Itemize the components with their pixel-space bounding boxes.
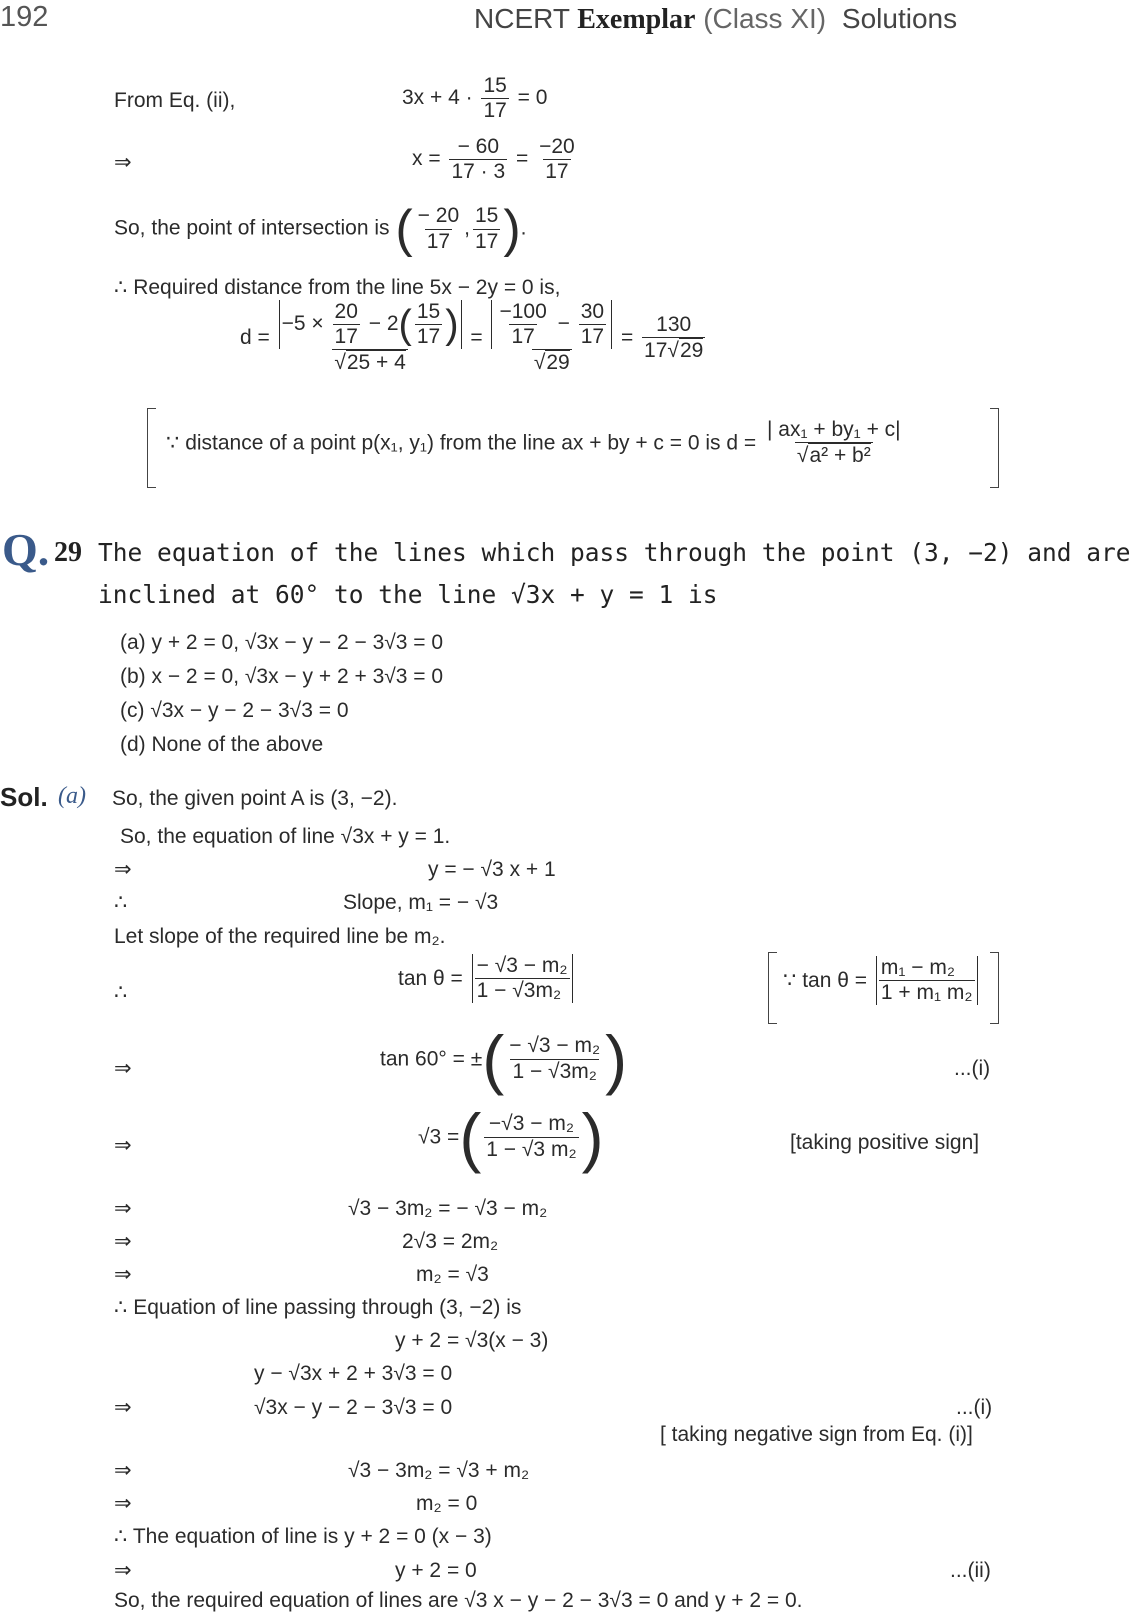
running-header [474, 2, 957, 37]
page-number: 192 [0, 1, 49, 33]
sol-line-12: ∴ Equation of line passing through (3, −2) is [114, 1296, 522, 1319]
header-class: (Class XI) [703, 3, 827, 34]
d-label: d = [240, 326, 270, 350]
solution-label: Sol. [0, 782, 48, 812]
note-text: ∵ distance of a point p(x₁, y₁) from the line ax + by + c = 0 is d = [166, 431, 757, 455]
question-number: 29 [54, 537, 82, 568]
d-fraction-1: −5 × $\frac{20}{17}$ − 2( $\frac{15}{17}$ ) √25 + 4 [279, 300, 462, 375]
tan-theta-fraction: $\frac{\text{− √3 − m₂}}{\text{1 − √3m₂}}$ [472, 954, 573, 1003]
sol-line-20: y + 2 = 0 [395, 1559, 477, 1582]
tan-note-fraction: $\frac{\text{m₁ − m₂}}{\text{1 + m₁ m₂}}$ [876, 956, 978, 1005]
required-distance-text: ∴ Required distance from the line 5x − 2y = 0 is, [114, 276, 561, 299]
sol-line-8: √3 =( $\frac{\text{−√3 − m₂}}{\text{1 − √3 m₂}}$ ) [418, 1100, 604, 1174]
header-ncert: NCERT [474, 3, 570, 34]
sol-line-1: So, the given point A is (3, −2). [112, 787, 398, 810]
sol-line-3: y = − √3 x + 1 [428, 858, 556, 881]
option-a: (a) y + 2 = 0, √3x − y − 2 − 3√3 = 0 [120, 631, 444, 654]
sol-line-17: √3 − 3m₂ = √3 + m₂ [348, 1459, 530, 1482]
solution-answer: (a) [58, 783, 86, 809]
d-fraction-2: $\frac{-100}{17}$ − $\frac{30}{17}$ √29 [491, 300, 612, 375]
sqrt3-fraction: $\frac{\text{−√3 − m₂}}{\text{1 − √3 m₂}}$ [486, 1112, 577, 1161]
distance-formula-note [166, 418, 906, 468]
question-mark: Q. [2, 524, 50, 575]
paren-close: ) [503, 200, 521, 258]
sol-line-19: ∴ The equation of line is y + 2 = 0 (x − 3) [114, 1525, 492, 1548]
sol-tag-15: ...(i) [956, 1396, 993, 1419]
tan60-fraction: $\frac{\text{− √3 − m₂}}{\text{1 − √3m₂}}$ [509, 1034, 601, 1083]
header-solutions: Solutions [841, 3, 958, 34]
point-x: $\frac{- 20}{17}$ [417, 204, 460, 253]
eq1-fraction: $\frac{15}{17}$ [483, 74, 507, 123]
eq1-rhs: = 0 [517, 86, 548, 110]
equation-1 [402, 74, 547, 123]
eq2-lhs: x = [412, 147, 441, 171]
eq2-fraction-2: $\frac{-20}{17}$ [539, 135, 575, 184]
tan-note-bracket-right [990, 952, 999, 1024]
sol-line-11: m₂ = √3 [416, 1263, 489, 1286]
question-line-1: The equation of the lines which pass through the point (3, −2) and are [98, 538, 1131, 567]
sol-line-10: 2√3 = 2m₂ [402, 1230, 499, 1253]
sol-line-6: tan θ = $\frac{\text{− √3 − m₂}}{\text{1 − √3m₂}}$ [398, 954, 576, 1003]
point-text: So, the point of intersection is [114, 216, 390, 240]
sol-arrow-11: ⇒ [114, 1263, 132, 1286]
sol-line-15: √3x − y − 2 − 3√3 = 0 [254, 1396, 453, 1419]
option-c: (c) √3x − y − 2 − 3√3 = 0 [120, 699, 349, 722]
note-bracket-left [147, 408, 156, 488]
tan-note-bracket-left [768, 952, 777, 1024]
question-line-2: inclined at 60° to the line √3x + y = 1 is [98, 580, 718, 609]
sol-tag-7: ...(i) [954, 1057, 991, 1080]
sol-line-4: Slope, m₁ = − √3 [343, 891, 499, 914]
point-of-intersection: So, the point of intersection is ( $\frac{- 20}{17}$ , $\frac{15}{17}$ ). [114, 200, 527, 258]
tan-formula-note: ∵ tan θ = $\frac{\text{m₁ − m₂}}{\text{1 + m₁ m₂}}$ [783, 956, 981, 1005]
equation-2 [412, 135, 580, 184]
sol-arrow-17: ⇒ [114, 1459, 132, 1482]
from-eq-label: From Eq. (ii), [114, 89, 236, 112]
sol-arrow-15: ⇒ [114, 1396, 132, 1419]
eq2-equals: = [516, 147, 529, 171]
sol-therefore-6: ∴ [114, 981, 128, 1004]
eq1-lhs: 3x + 4 · [402, 86, 473, 110]
option-d: (d) None of the above [120, 733, 324, 756]
sol-note-16: [ taking negative sign from Eq. (i)] [660, 1423, 973, 1446]
eq2-fraction-1: $\frac{- 60}{17 \cdot 3}$ [451, 135, 506, 184]
sol-arrow-20: ⇒ [114, 1559, 132, 1582]
sol-tag-20: ...(ii) [950, 1559, 991, 1582]
note-fraction: $\frac{\text{| ax₁ + by₁ + c|}}{\text{√a² + b²}}$ [767, 418, 901, 468]
sol-arrow-9: ⇒ [114, 1197, 132, 1220]
sol-line-5: Let slope of the required line be m₂. [114, 925, 446, 948]
sol-therefore-4: ∴ [114, 891, 128, 914]
sol-arrow-8: ⇒ [114, 1134, 132, 1157]
sol-line-14: y − √3x + 2 + 3√3 = 0 [254, 1362, 453, 1385]
header-exemplar: Exemplar [577, 4, 696, 35]
sol-line-9: √3 − 3m₂ = − √3 − m₂ [348, 1197, 548, 1220]
sol-line-21: So, the required equation of lines are √3 x − y − 2 − 3√3 = 0 and y + 2 = 0. [114, 1589, 803, 1612]
option-b: (b) x − 2 = 0, √3x − y + 2 + 3√3 = 0 [120, 665, 444, 688]
sol-line-18: m₂ = 0 [416, 1492, 478, 1515]
note-bracket-right [990, 408, 999, 488]
sol-note-8: [taking positive sign] [790, 1131, 980, 1154]
d-fraction-3: $\frac{130}{17√29}$ [644, 312, 704, 362]
distance-equation: d = −5 × $\frac{20}{17}$ − 2( $\frac{15}{17}$ ) √25 + 4 = $\frac{-100}{17}$ − $\frac{30}{17}$ √29 = $\frac{130}{17√29}$ [240, 300, 704, 375]
sol-line-13: y + 2 = √3(x − 3) [395, 1329, 549, 1352]
sol-line-7: tan 60° = ±( $\frac{\text{− √3 − m₂}}{\text{1 − √3m₂}}$ ) [380, 1022, 628, 1096]
paren-open: ( [395, 200, 413, 258]
sol-line-2: So, the equation of line √3x + y = 1. [120, 825, 451, 848]
implies-arrow: ⇒ [114, 151, 132, 174]
point-y: $\frac{15}{17}$ [474, 204, 499, 253]
sol-arrow-3: ⇒ [114, 858, 132, 881]
sol-arrow-18: ⇒ [114, 1492, 132, 1515]
sol-arrow-10: ⇒ [114, 1230, 132, 1253]
sol-arrow-7: ⇒ [114, 1057, 132, 1080]
